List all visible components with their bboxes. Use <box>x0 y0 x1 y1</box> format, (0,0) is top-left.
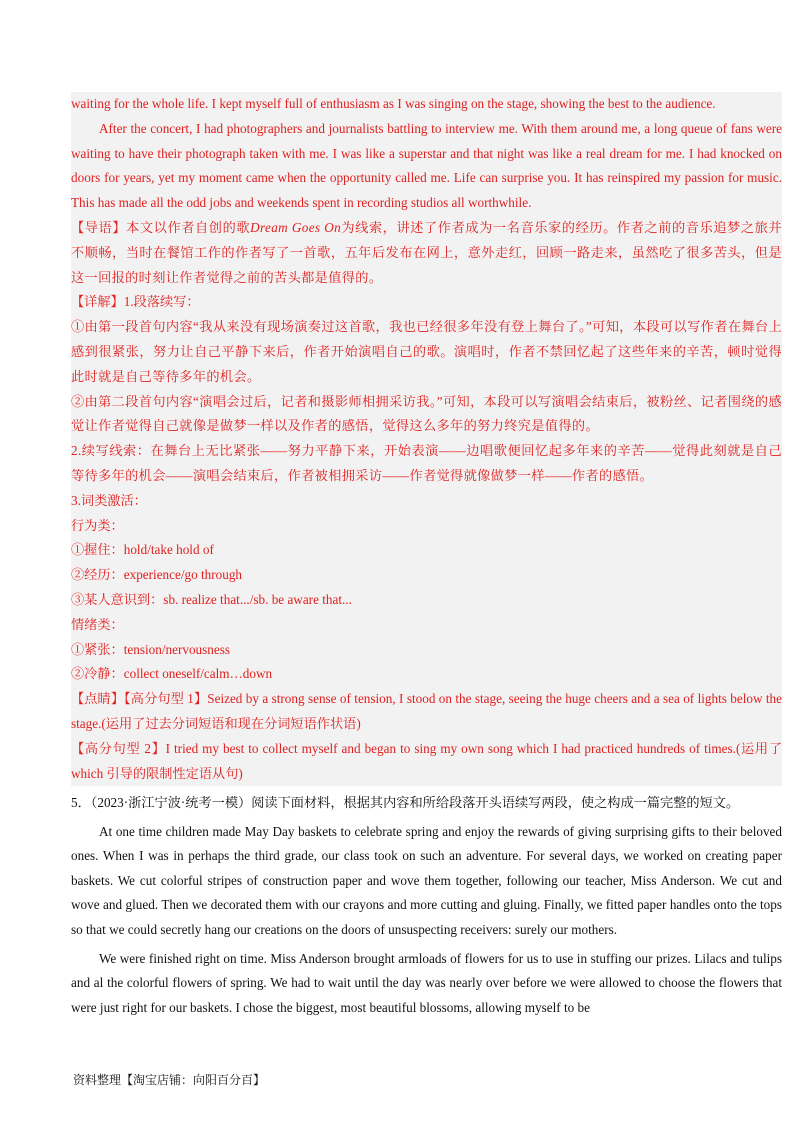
guide-text: 【导语】本文以作者自创的歌Dream Goes On为线索，讲述了作者成为一名音乐家的经历。作者之前的音乐追梦之旅并不顺畅，当时在餐馆工作的作者写了一首歌，五年后发布在网上，意外走红，回顾一路走来，虽然吃了很多苦头，但是这一回报的时刻让作者觉得之前的苦头都是值得的。 <box>71 219 782 285</box>
behavior-item: ①握住：hold/take hold of <box>71 542 214 558</box>
emotion-item: ②冷静：collect oneself/calm…down <box>71 666 273 682</box>
detail-label: 【详解】 <box>71 294 124 310</box>
behavior-item: ③某人意识到：sb. realize that.../sb. be aware that... <box>71 591 352 607</box>
answer-para-2: After the concert, I had photographers and journalists battling to interview me. With them around me, a long queue of fans were waiting to have their photograph taken with me. I was like a superstar and that night was like a real dream for me. I had knocked on doors for years, yet my moment came when the opportunity called me. Life can surprise you. It has reinspired my passion for music. This has made all the odd jobs and weekends spent in recording studios all worthwhile. <box>71 120 782 211</box>
question-5 <box>71 791 782 1020</box>
question-heading: 5．（2023·浙江宁波·统考一模）阅读下面材料，根据其内容和所给段落开头语续写两段，使之构成一篇完整的短文。 <box>71 795 740 810</box>
song-title: Dream Goes On <box>250 219 342 235</box>
guide-label: 【导语】 <box>71 219 127 235</box>
detail-heading: 【详解】1.段落续写： <box>71 294 200 310</box>
word-activation-heading: 3.词类激活： <box>71 492 147 508</box>
highlight-label: 【点睛】 <box>71 691 125 707</box>
detail-clues: 2.续写线索：在舞台上无比紧张——努力平静下来，开始表演——边唱歌便回忆起多年来的辛苦——觉得此刻就是自己等待多年的机会——演唱会结束后，作者被相拥采访——作者觉得就像做梦一样——作者的感悟。 <box>71 443 782 483</box>
answer-para-end: waiting for the whole life. I kept myself full of enthusiasm as I was singing on the stage, showing the best to the audience. <box>71 96 716 111</box>
high-score-sentence-2: 【高分句型 2】I tried my best to collect myself and began to sing my own song which I had practiced hundreds of times.(运用了 which 引导的限制性定语从句) <box>71 740 783 781</box>
question-para-1: At one time children made May Day baskets to celebrate spring and enjoy the rewards of giving surprising gifts to their beloved ones. When I was in perhaps the third grade, our class took on such an adventure. For several days, we worked on creating paper baskets. We cut colorful stripes of construction paper and wove them together, following our teacher, Miss Anderson. We cut and wove and glued. Then we decorated them with our crayons and more cutting and gluing. Finally, we fitted paper handles onto the tops so that we could secretly hang our creations on the doors of unsuspecting receivers: surely our mothers. <box>71 823 782 937</box>
answer-section <box>71 92 782 786</box>
question-para-2: We were finished right on time. Miss Anderson brought armloads of flowers for us to use in stuffing our prizes. Lilacs and tulips and al the colorful flowers of spring. We had to wait until the day was nearly over before we were allowed to choose the flowers that were just right for our baskets. I chose the biggest, most beautiful blossoms, allowing myself to be <box>71 950 782 1015</box>
behavior-item: ②经历：experience/go through <box>71 567 243 583</box>
hs2-label: 【高分句型 2】 <box>71 740 166 756</box>
hs1-label: 【高分句型 1】 <box>124 691 208 707</box>
high-score-sentence-1: 【点睛】【高分句型 1】Seized by a strong sense of tension, I stood on the stage, seeing the huge cheers and a sea of lights below the stage.(运用了过去分词短语和现在分词短语作状语) <box>71 691 782 731</box>
behavior-label: 行为类： <box>71 517 124 533</box>
detail-point-1: ①由第一段首句内容“我从来没有现场演奏过这首歌，我也已经很多年没有登上舞台了。”可知，本段可以写作者在舞台上感到很紧张，努力让自己平静下来后，作者开始演唱自己的歌。演唱时，作者不禁回忆起了这些年来的辛苦，顿时觉得此时就是自己等待多年的机会。 <box>71 319 782 384</box>
footer-note: 资料整理【淘宝店铺：向阳百分百】 <box>73 1073 266 1087</box>
detail-point-2: ②由第二段首句内容“演唱会过后，记者和摄影师相拥采访我。”可知，本段可以写演唱会结束后，被粉丝、记者围绕的感觉让作者觉得自己就像是做梦一样以及作者的感悟，觉得这么多年的努力终究是值得的。 <box>71 393 782 434</box>
emotion-item: ①紧张：tension/nervousness <box>71 641 230 657</box>
emotion-label: 情绪类： <box>71 616 124 632</box>
